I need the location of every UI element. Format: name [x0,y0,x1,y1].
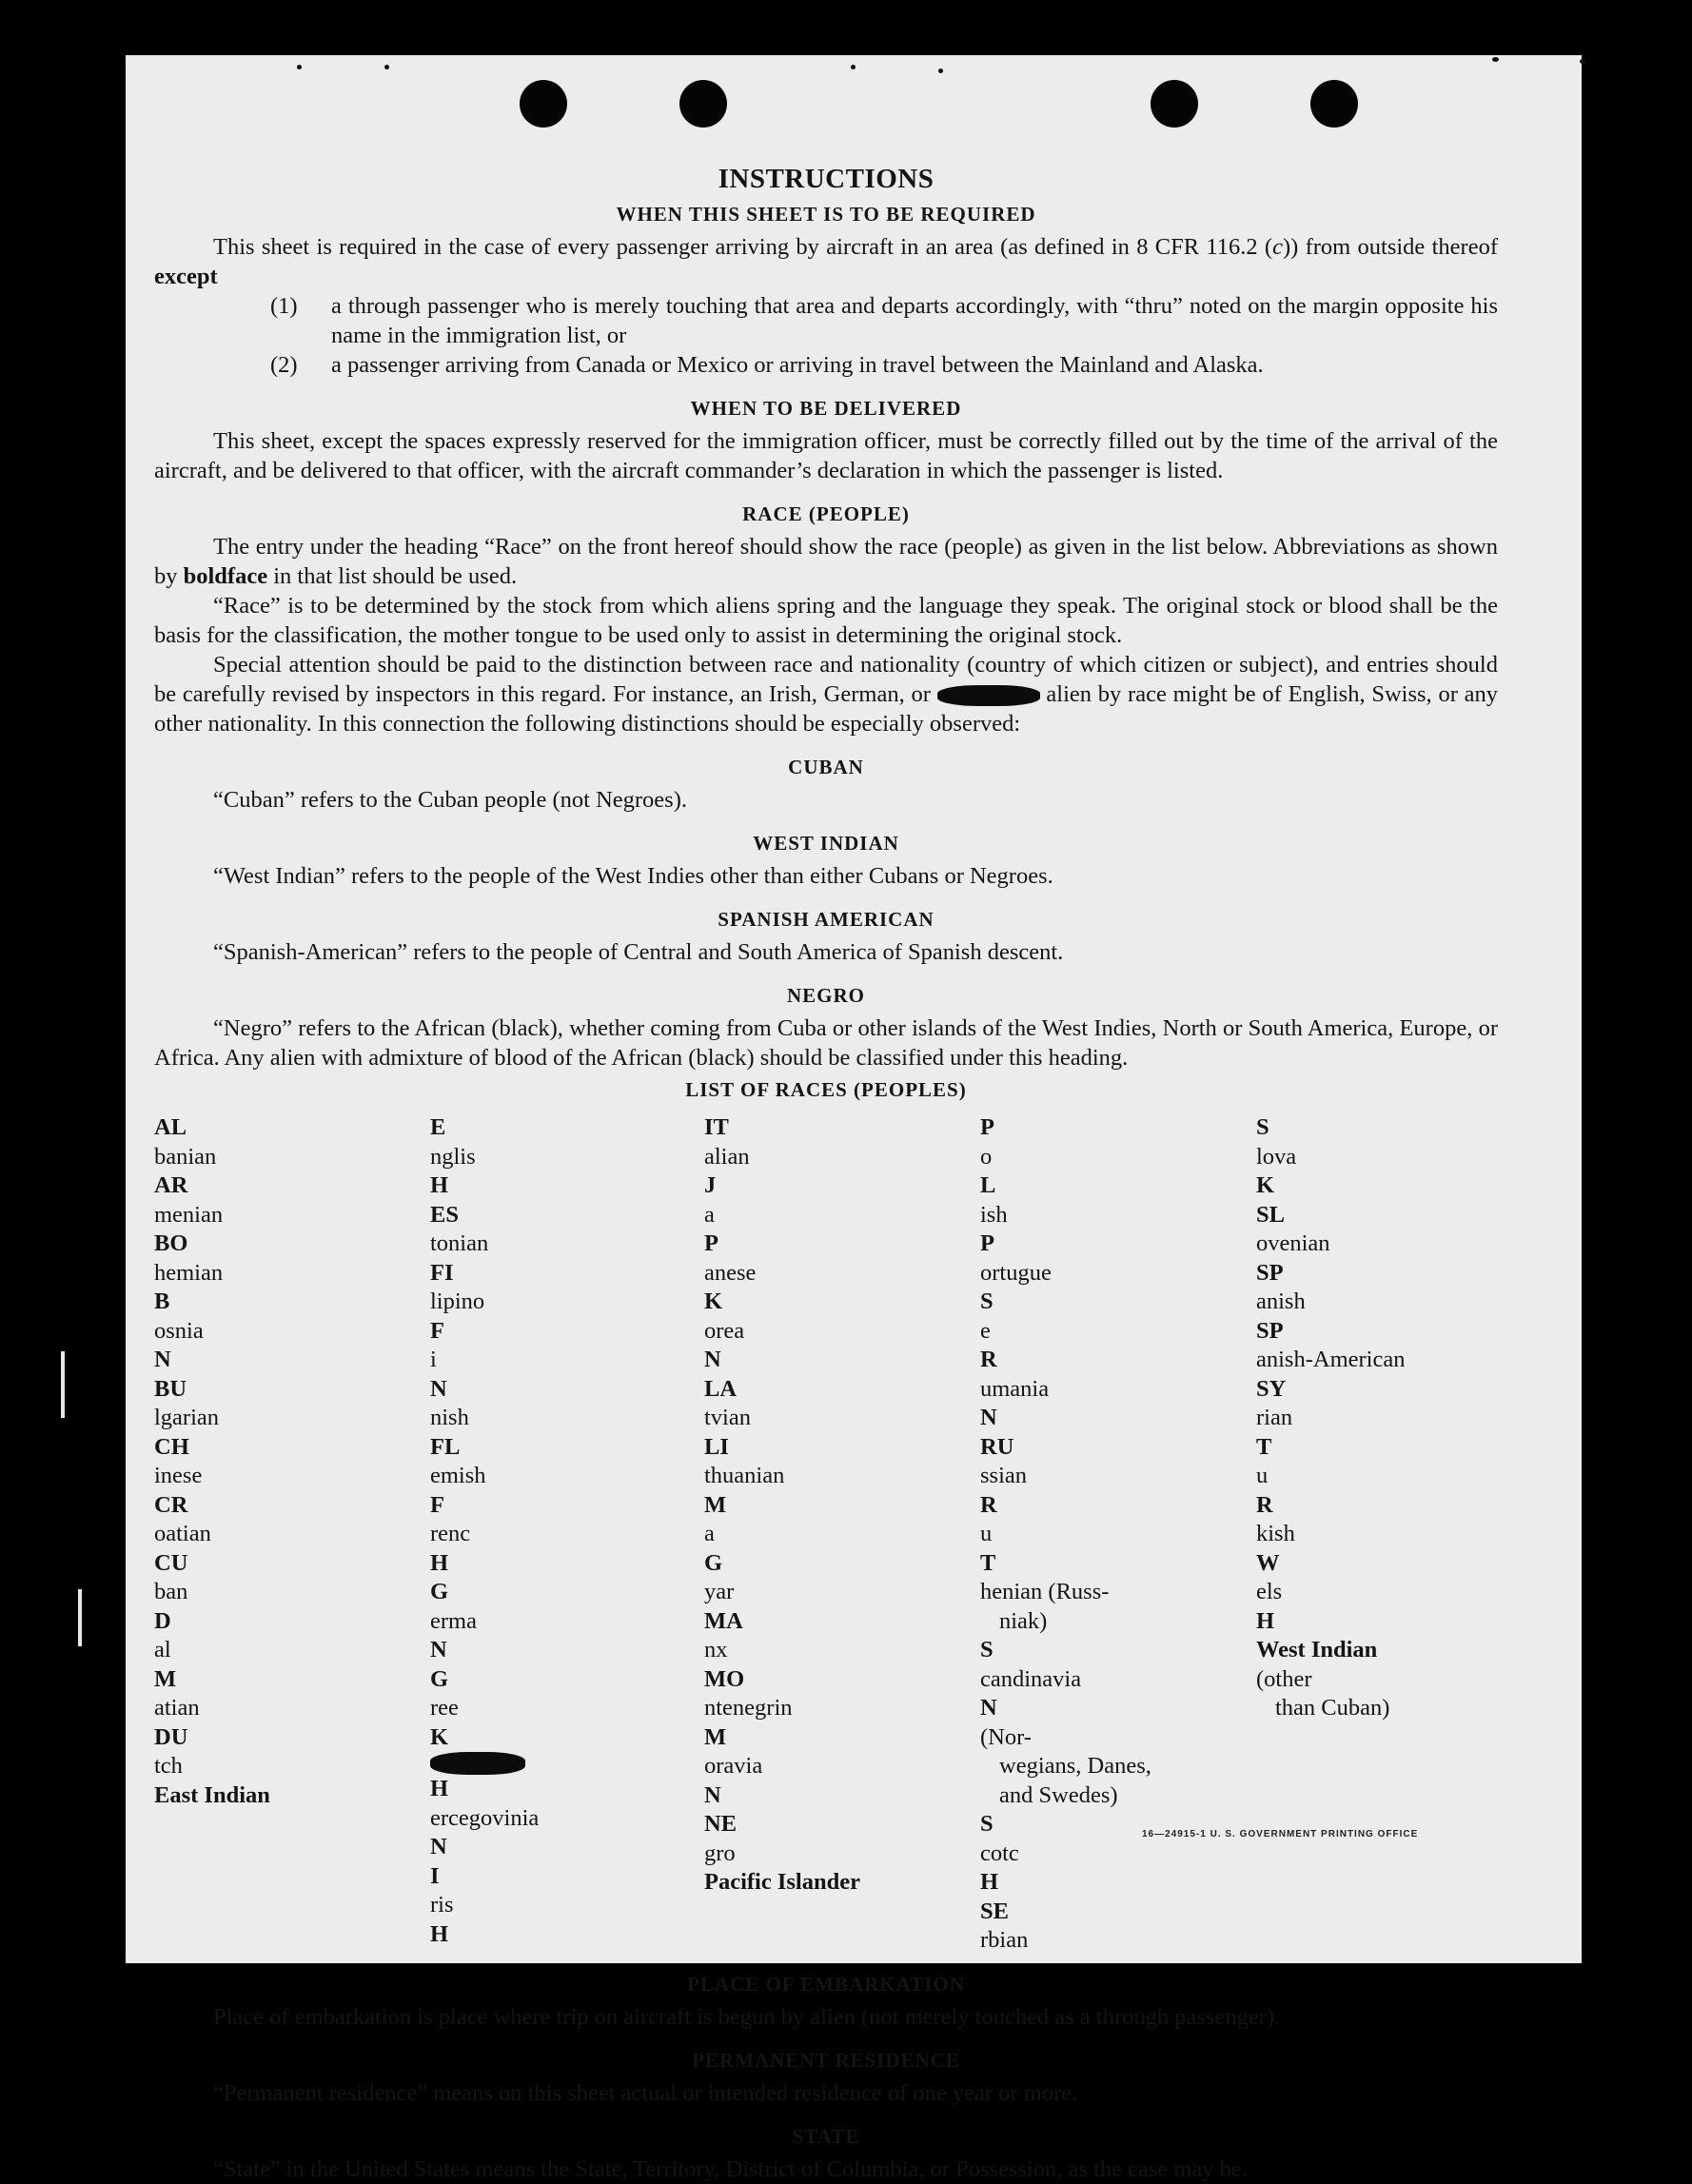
west-indian-text: “West Indian” refers to the people of the West Indies other than either Cubans or Negroes. [213,863,1053,889]
race-entry [980,1491,1256,1607]
race-abbreviation: H [1256,1607,1275,1634]
race-abbreviation: G [430,1665,449,1692]
race-entry: niak) [999,1607,1048,1634]
race-name-part: thuanian [704,1463,785,1488]
race-name-part: banian [154,1143,217,1170]
race-abbreviation: P [980,1114,994,1140]
race-abbreviation: SP [1256,1259,1284,1286]
race-abbreviation: P [980,1230,994,1256]
race-name-part: erma [430,1607,477,1634]
race-abbreviation: LA [704,1375,738,1402]
race-abbreviation: B [154,1289,170,1314]
heading-required: WHEN THIS SHEET IS TO BE REQUIRED [616,203,1036,226]
race-abbreviation: West Indian [1256,1637,1378,1663]
race-abbreviation: BU [154,1375,187,1402]
state-text: “State” in the United States means the State, Territory, District of Columbia, or Possession, as the case may be. [213,2155,1248,2182]
race-abbreviation: T [1256,1433,1272,1460]
races-column [430,1113,704,1956]
race-entry [704,1288,980,1375]
race-name-part: cotc [980,1840,1019,1866]
race-abbreviation: N [704,1781,721,1808]
race-name-part: nglis [430,1143,476,1170]
heading-delivered: WHEN TO BE DELIVERED [690,397,962,420]
race-abbreviation: RU [980,1433,1014,1460]
races-column [154,1113,430,1956]
race-entry [704,1113,980,1171]
race-name-part: u [1256,1463,1269,1488]
race-abbreviation: N [430,1637,447,1663]
race-abbreviation: G [704,1549,723,1576]
race-abbreviation: R [1256,1491,1273,1518]
race-abbreviation: F [430,1491,444,1518]
race-abbreviation: N [430,1834,447,1859]
race-entry [1256,1259,1498,1317]
heading-embarkation: PLACE OF EMBARKATION [687,1972,965,1996]
race-entry [1256,1317,1498,1375]
race-name-part: atian [154,1695,200,1721]
race-name-part: umania [980,1375,1050,1402]
race-abbreviation: DU [154,1723,188,1750]
race-entry [1256,1201,1498,1259]
race-name-part: (Nor- [980,1723,1032,1750]
race-name-part: u [980,1521,993,1546]
race-abbreviation: N [704,1347,721,1372]
exception-text: a through passenger who is merely touching that area and departs accordingly, with “thru” noted on the margin opposite his name in the immigration list, or [331,293,1498,348]
race-name-part: osnia [154,1317,204,1344]
heading-race: RACE (PEOPLE) [742,502,910,525]
race-paragraph-3 [154,650,1498,738]
heading-cuban: CUBAN [788,756,864,778]
race-name-part: tvian [704,1405,751,1430]
race-name-part: alian [704,1143,750,1170]
race-entry [704,1665,980,1723]
race-abbreviation: S [980,1811,994,1837]
race-abbreviation: S [980,1289,994,1314]
race-name-part: lipino [430,1289,485,1314]
heading-negro: NEGRO [786,984,865,1007]
race-abbreviation: K [704,1289,723,1314]
race-name-part: menian [154,1201,224,1228]
race-entry [154,1375,430,1433]
race-entry [430,1201,704,1259]
exception-item [154,350,1498,380]
delivered-text: This sheet, except the spaces expressly reserved for the immigration officer, must be correctly filled out by the time of the arrival of the aircraft, and be delivered to that officer, with the aircraft commander’s declaration in which the passenger is listed. [154,428,1498,483]
race-abbreviation: East Indian [154,1781,270,1808]
race-abbreviation: LI [704,1433,729,1460]
race-abbreviation: R [980,1347,997,1372]
race-abbreviation: N [980,1695,997,1721]
scan-speck [1580,59,1585,64]
race-entry [704,1171,980,1288]
race-entry [980,1898,1256,1956]
scan-speck [938,69,943,73]
race-entry [430,1665,704,1753]
race-name-part: lova [1256,1143,1297,1170]
race-entry [430,1433,704,1491]
race-abbreviation: W [1256,1549,1280,1576]
race-text: alien by race might be of English, Swiss, or any other nationality. In this connection the following distinctions should be especially observed: [154,681,1498,737]
race-name-part: yar [704,1579,735,1604]
race-text: in that list should be used. [267,563,518,589]
race-abbreviation: CU [154,1549,188,1576]
race-entry [154,1288,430,1375]
race-name-part: anese [704,1259,757,1286]
race-entry [1256,1113,1498,1201]
race-abbreviation: L [980,1172,996,1198]
race-entry [704,1375,980,1433]
race-abbreviation: SL [1256,1201,1285,1228]
race-entry [430,1113,704,1201]
race-entry [154,1171,430,1230]
race-entry [430,1578,704,1665]
race-name-part: anish [1256,1289,1306,1314]
scan-speck [297,65,302,69]
race-entry: and Swedes) [999,1781,1118,1808]
race-name-part: (other [1256,1665,1312,1692]
race-abbreviation: S [980,1637,994,1663]
spanish-american-text: “Spanish-American” refers to the people of Central and South America of Spanish descent. [213,939,1064,965]
race-entry: wegians, Danes, [999,1753,1151,1779]
scan-speck [851,65,856,69]
race-abbreviation: SY [1256,1375,1287,1402]
race-name-part: ree [430,1695,459,1721]
race-abbreviation: N [980,1405,997,1430]
race-name-part: gro [704,1840,736,1866]
race-entry [154,1113,430,1171]
race-name-part: ovenian [1256,1230,1330,1256]
race-abbreviation: N [154,1347,171,1372]
exception-number: (1) [270,293,298,319]
race-entry [154,1781,430,1811]
race-abbreviation: H [430,1920,449,1947]
race-abbreviation: FI [430,1259,454,1286]
race-boldface: boldface [183,563,268,589]
race-paragraph-1 [154,532,1498,591]
redaction-mark [937,685,1040,706]
race-name-part: hemian [154,1259,224,1286]
heading-residence: PERMANENT RESIDENCE [692,2048,960,2072]
heading-state: STATE [792,2124,860,2148]
instructions-content [154,164,1498,2184]
race-entry [704,1491,980,1607]
scan-speck [1492,57,1499,62]
race-name-part: ssian [980,1463,1027,1488]
race-abbreviation: H [430,1172,449,1198]
race-name-part: rian [1256,1405,1293,1430]
scan-speck [384,65,389,69]
embarkation-text: Place of embarkation is place where trip on aircraft is begun by alien (not merely touched as a through passenger). [213,2003,1281,2030]
race-abbreviation: M [704,1723,727,1750]
race-abbreviation: S [1256,1114,1269,1140]
race-entry [704,1723,980,1811]
race-entry [154,1433,430,1491]
race-abbreviation: N [430,1375,447,1402]
race-entry [704,1433,980,1491]
race-abbreviation: IT [704,1114,729,1140]
race-abbreviation: H [980,1869,999,1895]
race-name-part: emish [430,1463,486,1488]
race-abbreviation: M [154,1665,177,1692]
race-name-part: ntenegrin [704,1695,793,1721]
race-entry [980,1113,1256,1230]
race-name-part: ish [980,1201,1008,1228]
race-name-part: lgarian [154,1405,220,1430]
race-abbreviation: MA [704,1607,743,1634]
punch-hole [679,80,727,128]
exception-item [154,291,1498,350]
races-column [704,1113,980,1956]
race-abbreviation: P [704,1230,718,1256]
race-abbreviation: D [154,1607,171,1634]
scan-mark [61,1351,65,1418]
race-abbreviation: CR [154,1491,188,1518]
race-abbreviation: MO [704,1665,745,1692]
race-abbreviation: T [980,1549,996,1576]
residence-text: “Permanent residence” means on this sheet actual or intended residence of one year or more. [213,2079,1078,2106]
race-entry [1256,1636,1498,1694]
race-name-part: ris [430,1892,454,1918]
race-entry [980,1636,1256,1752]
race-name-part: ban [154,1579,188,1604]
race-name-part: tch [154,1753,183,1779]
race-entry [980,1433,1256,1491]
race-name-part: e [980,1317,991,1344]
race-entry [430,1317,704,1433]
race-abbreviation: R [980,1491,997,1518]
race-abbreviation: K [1256,1172,1275,1198]
race-abbreviation: NE [704,1811,738,1837]
race-abbreviation: FL [430,1433,461,1460]
race-abbreviation: H [430,1776,449,1801]
race-entry [430,1491,704,1579]
race-entry [980,1810,1256,1898]
race-text: The entry under the heading “Race” on the front hereof should show the race (people) as given in the list below. Abbreviations as shown by [154,534,1498,589]
scan-mark [78,1589,82,1646]
punch-hole [520,80,567,128]
race-abbreviation: J [704,1172,717,1198]
race-name-part: oatian [154,1521,211,1546]
race-name-part: ercegovinia [430,1804,540,1831]
race-name-part: nish [430,1405,469,1430]
race-entry [430,1775,704,1862]
race-abbreviation: K [430,1723,449,1750]
race-abbreviation: G [430,1579,449,1604]
race-abbreviation: I [430,1862,440,1889]
exception-number: (2) [270,352,298,378]
race-abbreviation: SP [1256,1317,1284,1344]
race-name-part: o [980,1143,993,1170]
race-name-part: renc [430,1521,471,1546]
race-entry [154,1549,430,1607]
race-abbreviation: CH [154,1433,189,1460]
printer-imprint: 16—24915-1 U. S. GOVERNMENT PRINTING OFFICE [1142,1829,1419,1840]
heading-list-of-races: LIST OF RACES (PEOPLES) [685,1078,967,1101]
race-name-part: orea [704,1317,745,1344]
page-title: INSTRUCTIONS [718,164,935,194]
race-abbreviation: SE [980,1898,1009,1924]
race-entry [430,1862,704,1950]
cuban-text: “Cuban” refers to the Cuban people (not Negroes). [213,787,687,813]
race-entry [980,1230,1256,1346]
negro-text: “Negro” refers to the African (black), whether coming from Cuba or other islands of the West Indies, North or South America, Europe, or Africa. Any alien with admixture of blood of the African (black) should be classified under this heading. [154,1015,1498,1071]
race-name-part: tonian [430,1230,489,1256]
required-intro-except: except [154,264,218,289]
race-entry [1256,1433,1498,1549]
race-name-part: a [704,1521,715,1546]
race-abbreviation: H [430,1549,449,1576]
heading-spanish-american: SPANISH AMERICAN [718,908,935,931]
required-intro-c: c [1272,234,1283,260]
race-abbreviation: AR [154,1172,188,1198]
race-name-part: inese [154,1463,203,1488]
race-name-part: a [704,1201,715,1228]
race-entry [154,1723,430,1781]
redaction-mark [430,1752,525,1775]
punch-hole [1310,80,1358,128]
race-name-part: kish [1256,1521,1295,1546]
required-intro-text: This sheet is required in the case of every passenger arriving by aircraft in an area (as defined in 8 CFR 116.2 ( [213,234,1273,260]
race-abbreviation: AL [154,1114,187,1140]
heading-west-indian: WEST INDIAN [753,832,899,855]
race-entry [1256,1549,1498,1637]
race-name-part: els [1256,1579,1283,1604]
race-entry [704,1810,980,1868]
race-abbreviation: ES [430,1201,459,1228]
race-entry [704,1868,980,1898]
race-name-part: henian (Russ- [980,1579,1110,1604]
race-abbreviation: E [430,1114,446,1140]
race-abbreviation: F [430,1317,444,1344]
race-entry [980,1346,1256,1433]
race-name-part: i [430,1347,437,1372]
required-intro-text: )) from outside thereof [1282,234,1498,260]
race-name-part: al [154,1637,171,1663]
race-abbreviation: Pacific Islander [704,1869,860,1895]
race-paragraph-2: “Race” is to be determined by the stock from which aliens spring and the language they speak. The original stock or blood shall be the basis for the classification, the mother tongue to be used only to assist in determining the original stock. [154,593,1498,648]
race-entry [154,1230,430,1288]
race-entry [154,1607,430,1723]
exception-text: a passenger arriving from Canada or Mexico or arriving in travel between the Mainland and Alaska. [331,352,1264,378]
race-entry [704,1607,980,1665]
race-abbreviation: M [704,1491,727,1518]
race-text: Special attention should be paid to the distinction between race and nationality (country of which citizen or subject), and entries should be carefully revised by inspectors in this regard. For instance, an Irish, German, or [154,652,1498,707]
race-name-part: ortugue [980,1259,1052,1286]
race-name-part: oravia [704,1753,763,1779]
race-entry [430,1752,704,1775]
race-entry [1256,1375,1498,1433]
race-name-part: rbian [980,1927,1029,1953]
punch-hole [1151,80,1198,128]
race-entry [154,1491,430,1549]
race-name-part: anish-American [1256,1347,1406,1372]
required-intro [154,232,1498,291]
race-entry [430,1259,704,1317]
race-name-part: candinavia [980,1665,1082,1692]
race-name-part: nx [704,1637,728,1663]
race-entry: than Cuban) [1275,1695,1390,1721]
race-abbreviation: BO [154,1230,188,1256]
